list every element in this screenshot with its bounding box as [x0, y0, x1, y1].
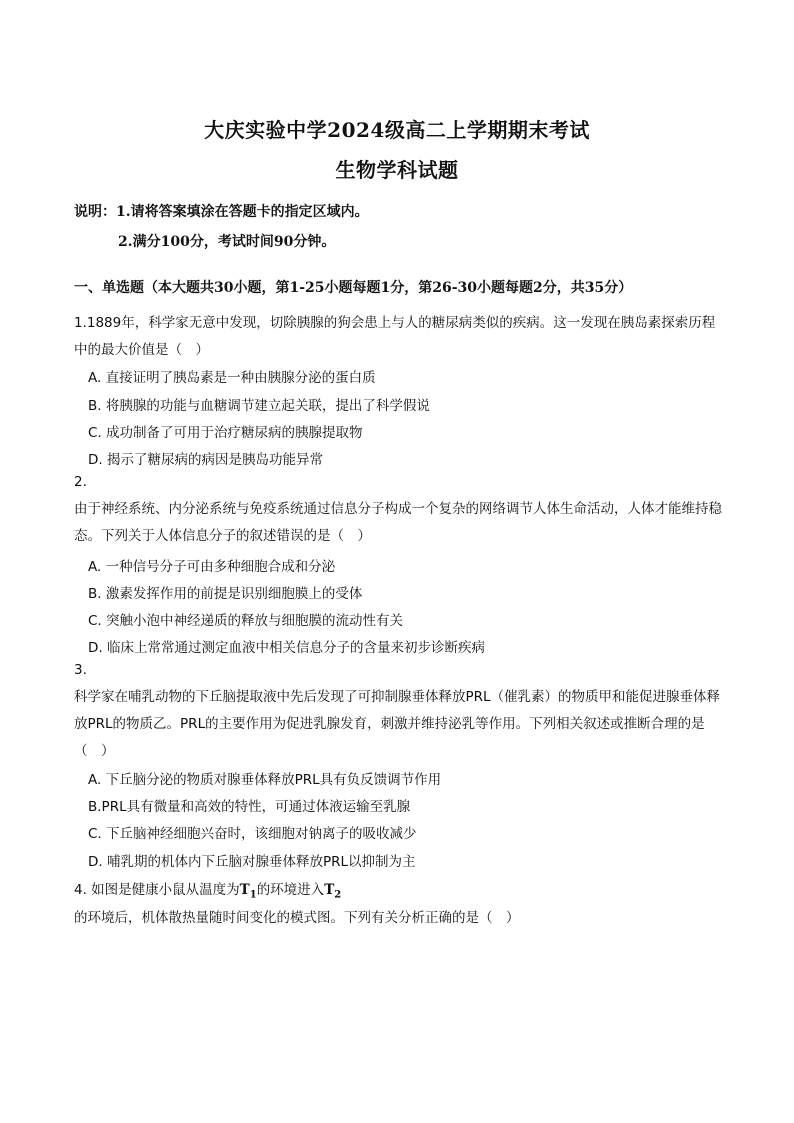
question-2-option-c: C. 突触小泡中神经递质的释放与细胞膜的流动性有关 — [88, 613, 404, 629]
question-1-option-c: C. 成功制备了可用于治疗糖尿病的胰腺提取物 — [88, 425, 363, 441]
section-heading: 一、单选题（本大题共30小题，第1-25小题每题1分，第26-30小题每题2分，共35分） — [74, 280, 633, 296]
question-1-option-a: A. 直接证明了胰岛素是一种由胰腺分泌的蛋白质 — [88, 370, 376, 386]
question-4-stem-part-2: 的环境进入 — [256, 882, 325, 898]
question-3-option-b: B.PRL具有微量和高效的特性，可通过体液运输至乳腺 — [88, 799, 411, 815]
question-3-stem: 科学家在哺乳动物的下丘脑提取液中先后发现了可抑制腺垂体释放PRL（催乳素）的物质甲和能促进腺垂体释放PRL的物质乙。PRL的主要作用为促进乳腺发育，刺激并维持泌乳等作用。下列相关叙述或推断合理的是（ ） — [74, 689, 721, 759]
question-2-option-d: D. 临床上常常通过测定血液中相关信息分子的含量来初步诊断疾病 — [88, 640, 485, 656]
instruction-line-2: 2.满分100分，考试时间90分钟。 — [118, 234, 336, 250]
question-1-option-b: B. 将胰腺的功能与血糖调节建立起关联，提出了科学假说 — [88, 398, 430, 414]
question-3-option-c: C. 下丘脑神经细胞兴奋时，该细胞对钠离子的吸收减少 — [88, 826, 417, 842]
question-4-stem-line-1 — [74, 878, 341, 901]
instruction-line-1: 说明：1.请将答案填涂在答题卡的指定区域内。 — [74, 204, 369, 220]
question-3-number: 3. — [74, 662, 87, 678]
question-2-option-a: A. 一种信号分子可由多种细胞合成和分泌 — [88, 559, 336, 575]
question-2-stem: 由于神经系统、内分泌系统与免疫系统通过信息分子构成一个复杂的网络调节人体生命活动，人体才能维持稳态。下列关于人体信息分子的叙述错误的是（ ） — [74, 501, 722, 544]
question-1-stem: 1.1889年，科学家无意中发现，切除胰腺的狗会患上与人的糖尿病类似的疾病。这一发现在胰岛素探索历程中的最大价值是（ ） — [74, 315, 716, 358]
question-4-stem-part-1: 4. 如图是健康小鼠从温度为 — [74, 882, 240, 898]
t1-symbol: $T_1$ — [239, 882, 257, 901]
exam-title: 大庆实验中学2024级高二上学期期末考试 — [204, 118, 590, 142]
question-3-option-a: A. 下丘脑分泌的物质对腺垂体释放PRL具有负反馈调节作用 — [88, 772, 442, 788]
question-2-number: 2. — [74, 474, 87, 490]
question-4-stem-line-2: 的环境后，机体散热量随时间变化的模式图。下列有关分析正确的是（ ） — [74, 910, 520, 926]
question-2-option-b: B. 激素发挥作用的前提是识别细胞膜上的受体 — [88, 586, 363, 602]
t2-symbol: $T_2$ — [324, 882, 342, 901]
question-3-option-d: D. 哺乳期的机体内下丘脑对腺垂体释放PRL以抑制为主 — [88, 854, 416, 870]
question-1-option-d: D. 揭示了糖尿病的病因是胰岛功能异常 — [88, 452, 323, 468]
exam-subtitle: 生物学科试题 — [335, 158, 459, 182]
